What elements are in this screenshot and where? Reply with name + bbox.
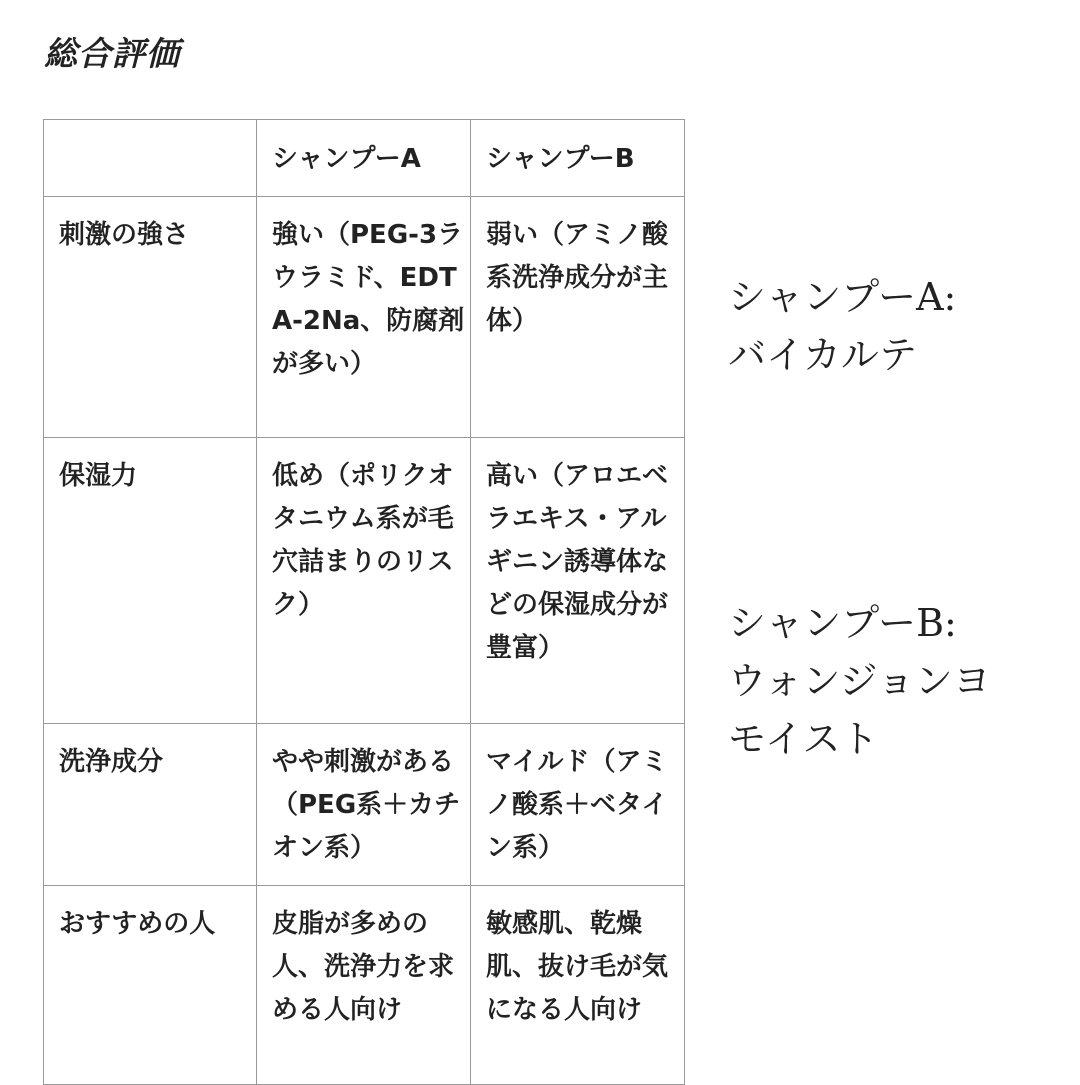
table-header-row — [44, 120, 685, 197]
cell-moisture-b: 高い（アロエベラエキス・アルギニン誘導体などの保湿成分が豊富） — [471, 438, 685, 724]
header-cell-shampoo-b: シャンプーB — [471, 120, 685, 197]
cell-cleansing-a: やや刺激がある（PEG系＋カチオン系） — [257, 724, 471, 886]
header-cell-shampoo-a: シャンプーA — [257, 120, 471, 197]
row-label-recommended: おすすめの人 — [44, 886, 257, 1085]
table-row — [44, 886, 685, 1085]
cell-moisture-a: 低め（ポリクオタニウム系が毛穴詰まりのリスク） — [257, 438, 471, 724]
row-label-cleansing: 洗浄成分 — [44, 724, 257, 886]
shampoo-a-note: シャンプーA: バイカルテ — [728, 275, 957, 377]
cell-recommended-a: 皮脂が多めの人、洗浄力を求める人向け — [257, 886, 471, 1085]
table-row — [44, 197, 685, 438]
table-row — [44, 724, 685, 886]
cell-cleansing-b: マイルド（アミノ酸系＋ベタイン系） — [471, 724, 685, 886]
shampoo-b-note: シャンプーB: ウォンジョンヨ モイスト — [728, 601, 991, 761]
row-label-irritation: 刺激の強さ — [44, 197, 257, 438]
table-row — [44, 438, 685, 724]
header-cell-empty — [44, 120, 257, 197]
row-label-moisture: 保湿力 — [44, 438, 257, 724]
page-title: 総合評価 — [44, 34, 180, 73]
cell-irritation-a: 強い（PEG-3ラウラミド、EDTA-2Na、防腐剤が多い） — [257, 197, 471, 438]
comparison-table — [43, 119, 685, 1085]
cell-recommended-b: 敏感肌、乾燥肌、抜け毛が気になる人向け — [471, 886, 685, 1085]
cell-irritation-b: 弱い（アミノ酸系洗浄成分が主体） — [471, 197, 685, 438]
